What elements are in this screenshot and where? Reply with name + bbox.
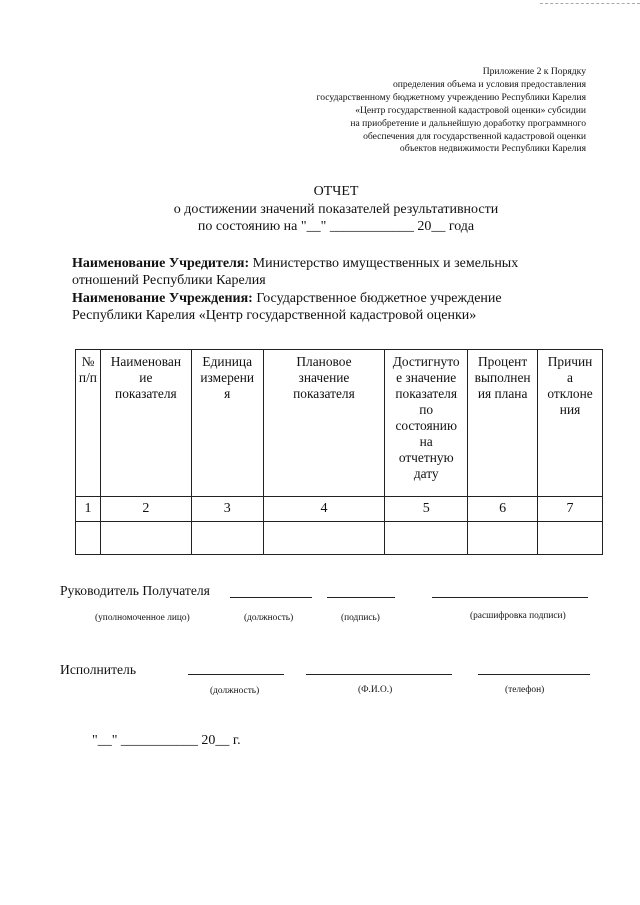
table-row — [76, 522, 603, 555]
header-cell: Процент выполнен ия плана — [468, 350, 538, 497]
caption-authorized: (уполномоченное лицо) — [95, 613, 190, 623]
founder-value: Министерство имущественных и земельных — [249, 256, 519, 271]
institution-value: Государственное бюджетное учреждение — [252, 290, 502, 306]
annex-line: на приобретение и дальнейшую доработку программного — [350, 117, 586, 129]
institution-value-cont: Республики Карелия «Центр государственной кадастровой оценки» — [72, 307, 477, 323]
table-cell — [538, 522, 603, 555]
title-main: ОТЧЕТ — [313, 184, 359, 199]
organization-info — [72, 255, 572, 324]
head-label: Руководитель Получателя — [60, 583, 210, 598]
title-date: по состоянию на "__" ____________ 20__ года — [197, 219, 475, 234]
signature-line — [327, 597, 395, 598]
report-title — [0, 183, 640, 236]
executor-label: Исполнитель — [60, 662, 137, 677]
title-subtitle: о достижении значений показателей результативности — [173, 201, 499, 217]
annex-note — [256, 66, 586, 156]
header-cell: Достигнуто е значение показателя по состоянию на отчетную дату — [385, 350, 468, 497]
table-cell — [100, 522, 191, 555]
table-number-row — [76, 497, 603, 522]
signature-date: "__" ___________ 20__ г. — [92, 733, 241, 748]
annex-line: государственному бюджетному учреждению Республики Карелия — [316, 91, 586, 103]
header-cell: Единица измерени я — [191, 350, 263, 497]
header-cell: № п/п — [76, 350, 101, 497]
caption-sign: (подпись) — [341, 613, 380, 623]
column-number: 6 — [468, 497, 538, 522]
column-number: 2 — [100, 497, 191, 522]
table-cell — [263, 522, 385, 555]
table-cell — [76, 522, 101, 555]
decode-line — [432, 597, 588, 598]
annex-line: объектов недвижимости Республики Карелия — [399, 143, 586, 155]
caption-decode: (расшифровка подписи) — [470, 611, 566, 621]
position-line — [230, 597, 312, 598]
founder-label: Наименование Учредителя: — [72, 256, 250, 271]
column-number: 4 — [263, 497, 385, 522]
annex-line: определения объема и условия предоставления — [392, 78, 586, 90]
top-edge-mark — [540, 3, 640, 4]
executor-name-line — [306, 674, 452, 675]
caption-exec-position: (должность) — [210, 686, 260, 696]
executor-position-line — [188, 674, 284, 675]
column-number: 5 — [385, 497, 468, 522]
caption-exec-name: (Ф.И.О.) — [358, 685, 393, 695]
header-cell: Наименован ие показателя — [100, 350, 191, 497]
column-number: 1 — [76, 497, 101, 522]
annex-line: обеспечения для государственной кадастровой оценки — [363, 130, 586, 142]
caption-exec-phone: (телефон) — [505, 685, 545, 695]
table-cell — [191, 522, 263, 555]
institution-line — [72, 290, 572, 307]
indicators-table — [75, 349, 603, 555]
header-cell: Причин а отклоне ния — [538, 350, 603, 497]
column-number: 7 — [538, 497, 603, 522]
header-cell: Плановое значение показателя — [263, 350, 385, 497]
founder-value-cont: отношений Республики Карелия — [72, 273, 266, 289]
caption-position: (должность) — [244, 613, 294, 623]
annex-line: «Центр государственной кадастровой оценки» субсидии — [355, 104, 586, 116]
table-cell — [385, 522, 468, 555]
column-number: 3 — [191, 497, 263, 522]
table-header-row — [76, 350, 603, 497]
table-cell — [468, 522, 538, 555]
annex-line: Приложение 2 к Порядку — [482, 66, 586, 77]
institution-label: Наименование Учреждения: — [72, 290, 253, 306]
executor-phone-line — [478, 674, 590, 675]
founder-line — [72, 255, 572, 272]
